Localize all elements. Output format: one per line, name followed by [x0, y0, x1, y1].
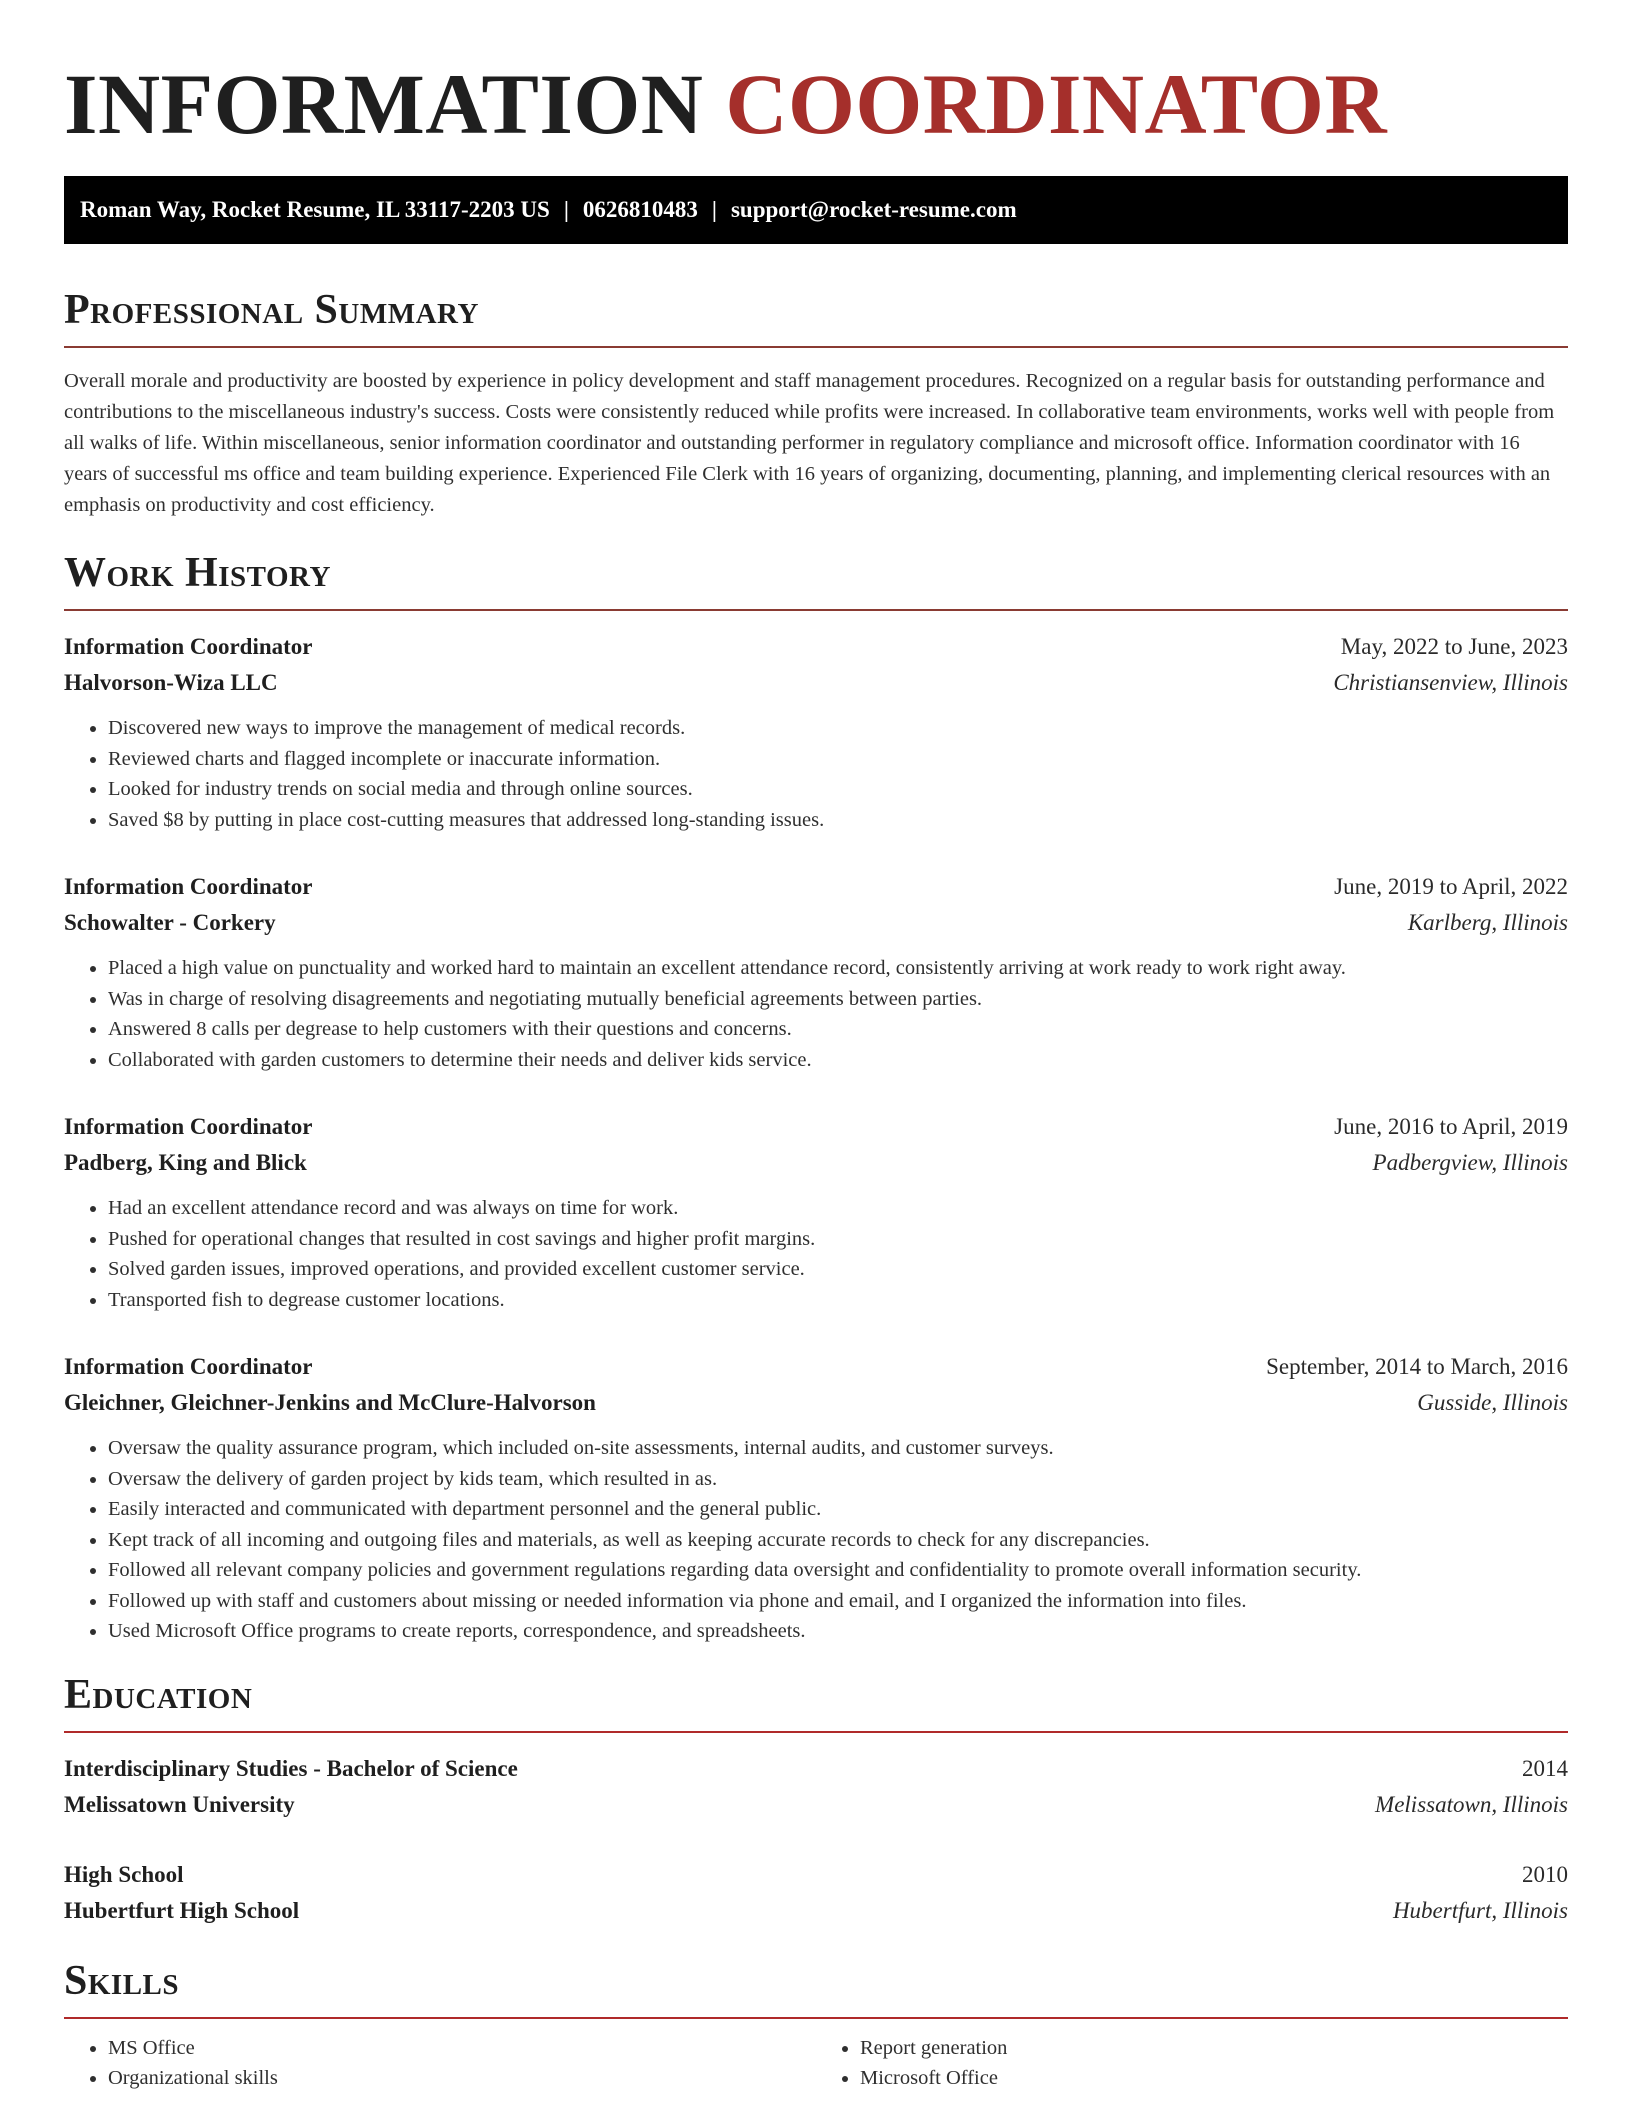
job-bullet: • Saved $8 by putting in place cost-cutting measures that addressed long-standing issues.	[108, 805, 1568, 836]
education-degree: High School	[64, 1861, 184, 1887]
skill-item: • Microsoft Office	[860, 2063, 1568, 2094]
job-dates: June, 2019 to April, 2022	[1334, 874, 1568, 899]
job-title: Information Coordinator	[64, 1114, 313, 1139]
contact-email: support@rocket-resume.com	[730, 197, 1017, 222]
job-entry	[64, 869, 1568, 1075]
summary-heading: Professional Summary	[64, 284, 1568, 348]
job-bullet: • Easily interacted and communicated with department personnel and the general public.	[108, 1494, 1568, 1525]
job-dates: May, 2022 to June, 2023	[1340, 634, 1568, 659]
job-bullet: • Oversaw the delivery of garden project by kids team, which resulted in as.	[108, 1464, 1568, 1495]
job-entry	[64, 1349, 1568, 1647]
job-title: Information Coordinator	[64, 634, 313, 659]
job-location: Padbergview, Illinois	[1372, 1150, 1568, 1175]
job-bullets	[64, 1193, 1568, 1315]
job-bullet: • Solved garden issues, improved operations, and provided excellent customer service.	[108, 1254, 1568, 1285]
education-school: Hubertfurt High School	[64, 1897, 300, 1923]
job-bullet: • Kept track of all incoming and outgoing files and materials, as well as keeping accurate records to check for any discrepancies.	[108, 1525, 1568, 1556]
job-company: Schowalter - Corkery	[64, 910, 276, 935]
work-history-heading: Work History	[64, 547, 1568, 611]
job-entry	[64, 629, 1568, 835]
job-bullet: • Reviewed charts and flagged incomplete or inaccurate information.	[108, 744, 1568, 775]
page-title	[64, 0, 1568, 154]
skill-item: • Organizational skills	[108, 2063, 816, 2094]
skills-list-left	[64, 2033, 816, 2094]
education-entry	[64, 1857, 1568, 1929]
education-degree: Interdisciplinary Studies - Bachelor of Science	[64, 1755, 518, 1781]
skills-section	[64, 1955, 1568, 2094]
contact-separator: |	[563, 197, 569, 222]
work-history-section	[64, 547, 1568, 1647]
education-location: Hubertfurt, Illinois	[1392, 1897, 1568, 1923]
job-bullet: • Had an excellent attendance record and was always on time for work.	[108, 1193, 1568, 1224]
job-entry	[64, 1109, 1568, 1315]
job-bullet: • Looked for industry trends on social media and through online sources.	[108, 774, 1568, 805]
title-main: INFORMATION	[64, 56, 704, 152]
summary-text: Overall morale and productivity are boosted by experience in policy development and staff management procedures. Recognized on a regular basis for outstanding performance and contributions to the miscellaneous industry's success. Costs were consistently reduced while profits were increased. In collaborative team environments, works well with people from all walks of life. Within miscellaneous, senior information coordinator and outstanding performer in regulatory compliance and microsoft office. Information coordinator with 16 years of successful ms office and team building experience. Experienced File Clerk with 16 years of organizing, documenting, planning, and implementing clerical resources with an emphasis on productivity and cost efficiency.	[64, 370, 1555, 516]
skills-list-right	[816, 2033, 1568, 2094]
job-dates: September, 2014 to March, 2016	[1266, 1354, 1568, 1379]
education-entry	[64, 1751, 1568, 1823]
job-location: Christiansenview, Illinois	[1333, 670, 1568, 695]
job-bullet: • Placed a high value on punctuality and worked hard to maintain an excellent attendance record, consistently arriving at work ready to work right away.	[108, 953, 1568, 984]
education-location: Melissatown, Illinois	[1375, 1791, 1568, 1817]
contact-phone: 0626810483	[582, 197, 698, 222]
job-bullets	[64, 953, 1568, 1075]
job-bullet: • Pushed for operational changes that resulted in cost savings and higher profit margins.	[108, 1224, 1568, 1255]
job-location: Gusside, Illinois	[1417, 1390, 1568, 1415]
skills-heading: Skills	[64, 1955, 1568, 2019]
education-school: Melissatown University	[64, 1791, 295, 1817]
skills-columns	[64, 2033, 1568, 2094]
education-year: 2014	[1522, 1755, 1568, 1781]
job-title: Information Coordinator	[64, 874, 313, 899]
job-bullet: • Answered 8 calls per degrease to help customers with their questions and concerns.	[108, 1014, 1568, 1045]
job-bullet: • Discovered new ways to improve the management of medical records.	[108, 713, 1568, 744]
job-bullet: • Oversaw the quality assurance program, which included on-site assessments, internal audits, and customer surveys.	[108, 1433, 1568, 1464]
job-company: Padberg, King and Blick	[64, 1150, 307, 1175]
job-bullet: • Was in charge of resolving disagreements and negotiating mutually beneficial agreements between parties.	[108, 984, 1568, 1015]
education-section	[64, 1669, 1568, 1929]
job-bullet: • Used Microsoft Office programs to create reports, correspondence, and spreadsheets.	[108, 1616, 1568, 1647]
job-dates: June, 2016 to April, 2019	[1334, 1114, 1568, 1139]
job-bullet: • Followed up with staff and customers about missing or needed information via phone and email, and I organized the information into files.	[108, 1586, 1568, 1617]
job-bullets	[64, 713, 1568, 835]
contact-separator: |	[711, 197, 717, 222]
contact-bar	[64, 176, 1568, 244]
job-bullets	[64, 1433, 1568, 1647]
job-location: Karlberg, Illinois	[1407, 910, 1568, 935]
job-bullet: • Transported fish to degrease customer locations.	[108, 1285, 1568, 1316]
job-title: Information Coordinator	[64, 1354, 313, 1379]
title-accent: COORDINATOR	[725, 56, 1388, 152]
skill-item: • MS Office	[108, 2033, 816, 2064]
job-company: Gleichner, Gleichner-Jenkins and McClure-Halvorson	[64, 1390, 596, 1415]
contact-address: Roman Way, Rocket Resume, IL 33117-2203 US	[80, 197, 550, 222]
skill-item: • Report generation	[860, 2033, 1568, 2064]
summary-section	[64, 284, 1568, 521]
education-heading: Education	[64, 1669, 1568, 1733]
job-company: Halvorson-Wiza LLC	[64, 670, 278, 695]
job-bullet: • Followed all relevant company policies and government regulations regarding data oversight and confidentiality to promote overall information security.	[108, 1555, 1568, 1586]
job-bullet: • Collaborated with garden customers to determine their needs and deliver kids service.	[108, 1045, 1568, 1076]
education-year: 2010	[1522, 1861, 1568, 1887]
